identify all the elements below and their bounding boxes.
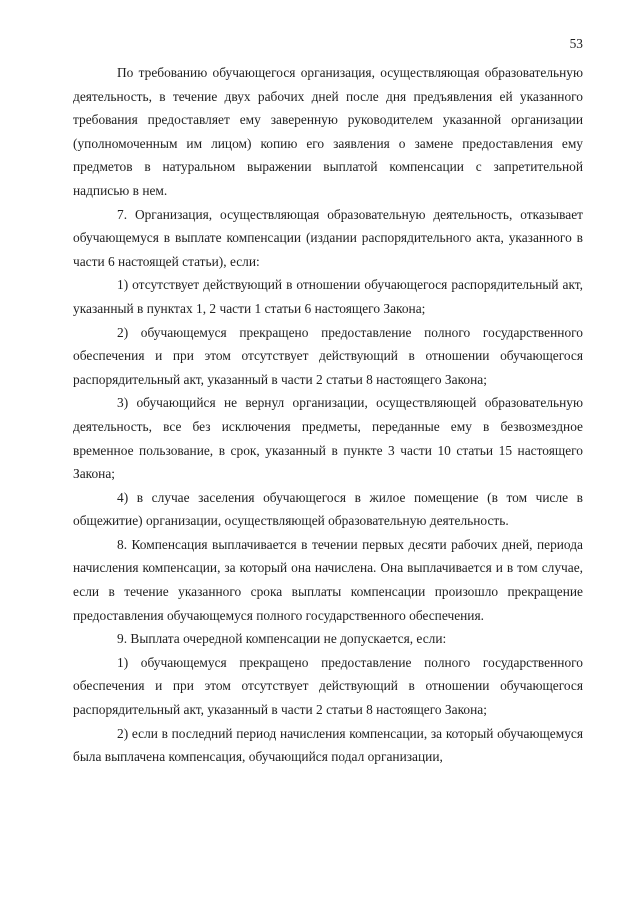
paragraph-article-7-item-4: 4) в случае заселения обучающегося в жилое помещение (в том числе в общежитие) организации, осуществляющей образовательную деятельность.	[73, 489, 583, 529]
paragraph-article-9-item-1: 1) обучающемуся прекращено предоставление полного государственного обеспечения и при этом отсутствует действующий в отношении обучающегося распорядительный акт, указанный в части 2 статьи 8 настоящего Закона;	[73, 654, 583, 718]
paragraph-article-7-item-1: 1) отсутствует действующий в отношении обучающегося распорядительный акт, указанный в пунктах 1, 2 части 1 статьи 6 настоящего Закона;	[73, 277, 583, 316]
page-number: 53	[569, 36, 583, 51]
paragraph-article-9: 9. Выплата очередной компенсации не допускается, если:	[117, 631, 447, 647]
paragraph-article-7-item-3: 3) обучающийся не вернул организации, осуществляющей образовательную деятельность, все без исключения предметы, переданные ему в безвозмездное временное пользование, в срок, указанный в пункте 3 части 10 статьи 15 настоящего Закона;	[73, 395, 583, 482]
document-body	[73, 61, 583, 769]
paragraph-intro: По требованию обучающегося организация, осуществляющая образовательную деятельность, в течение двух рабочих дней после дня предъявления ей указанного требования предоставляет ему заверенную руководителем указанной организации (уполномоченным им лицом) копию его заявления о замене предоставления ему предметов в натуральном выражении выплатой компенсации с запретительной надписью в нем.	[73, 65, 583, 198]
paragraph-article-7: 7. Организация, осуществляющая образовательную деятельность, отказывает обучающемуся в выплате компенсации (издании распорядительного акта, указанного в части 6 настоящей статьи), если:	[73, 206, 583, 269]
paragraph-article-7-item-2: 2) обучающемуся прекращено предоставление полного государственного обеспечения и при этом отсутствует действующий в отношении обучающегося распорядительный акт, указанный в части 2 статьи 8 настоящего Закона;	[73, 324, 583, 387]
paragraph-article-8: 8. Компенсация выплачивается в течении первых десяти рабочих дней, периода начисления компенсации, за который она начислена. Она выплачивается и в том случае, если в течение указанного срока выплаты компенсации произошло прекращение предоставления обучающемуся полного государственного обеспечения.	[73, 536, 583, 623]
paragraph-article-9-item-2: 2) если в последний период начисления компенсации, за который обучающемуся была выплачена компенсация, обучающийся подал организации,	[73, 725, 583, 765]
